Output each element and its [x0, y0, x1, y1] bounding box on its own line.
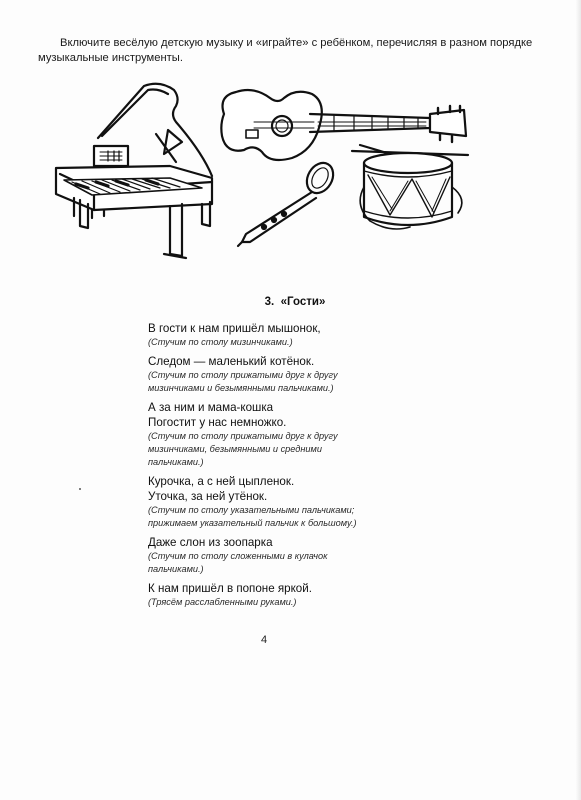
- flute-icon: [236, 158, 336, 250]
- stage-direction: пальчиками.): [148, 564, 204, 574]
- drum-icon: [350, 141, 474, 239]
- piano-icon: [52, 82, 218, 260]
- section-title-text: «Гости»: [280, 296, 326, 308]
- stage-direction: мизинчиками и безымянными пальчиками.): [148, 383, 334, 393]
- stage-direction: (Стучим по столу прижатыми друг к другу: [148, 431, 338, 441]
- stage-direction: (Стучим по столу мизинчиками.): [148, 337, 293, 347]
- poem-stanza: [148, 581, 448, 609]
- intro-paragraph: Включите весёлую детскую музыку и «играйте» с ребёнком, перечисляя в разном порядке музыкальные инструменты.: [38, 37, 533, 64]
- poem-line: Уточка, за ней утёнок.: [148, 490, 268, 503]
- poem-line: Курочка, а с ней цыпленок.: [148, 475, 295, 488]
- section-title: [150, 296, 440, 308]
- poem-line: В гости к нам пришёл мышонок,: [148, 322, 321, 335]
- poem-stanza: [148, 535, 448, 576]
- poem-line: К нам пришёл в попоне яркой.: [148, 582, 312, 595]
- poem-stanza: [148, 400, 448, 469]
- stage-direction: мизинчиками, безымянными и средними: [148, 444, 322, 454]
- poem-stanza: [148, 321, 448, 349]
- stage-direction: прижимаем указательный пальчик к большому.): [148, 518, 357, 528]
- poem-line: Следом — маленький котёнок.: [148, 355, 315, 368]
- stage-direction: (Стучим по столу сложенными в кулачок: [148, 551, 328, 561]
- page-edge-shadow: [575, 0, 581, 800]
- poem-stanza: [148, 474, 448, 530]
- poem-line: Погостит у нас немножко.: [148, 416, 287, 429]
- poem: [148, 321, 448, 614]
- stage-direction: (Трясём расслабленными руками.): [148, 597, 297, 607]
- poem-line: Даже слон из зоопарка: [148, 536, 273, 549]
- stage-direction: пальчиками.): [148, 457, 204, 467]
- poem-stanza: [148, 354, 448, 395]
- page-number: 4: [260, 634, 268, 646]
- stage-direction: (Стучим по столу указательными пальчиками;: [148, 505, 355, 515]
- poem-line: А за ним и мама-кошка: [148, 401, 274, 414]
- section-number: 3.: [264, 296, 275, 308]
- scan-speck: [79, 488, 81, 490]
- stage-direction: (Стучим по столу прижатыми друг к другу: [148, 370, 338, 380]
